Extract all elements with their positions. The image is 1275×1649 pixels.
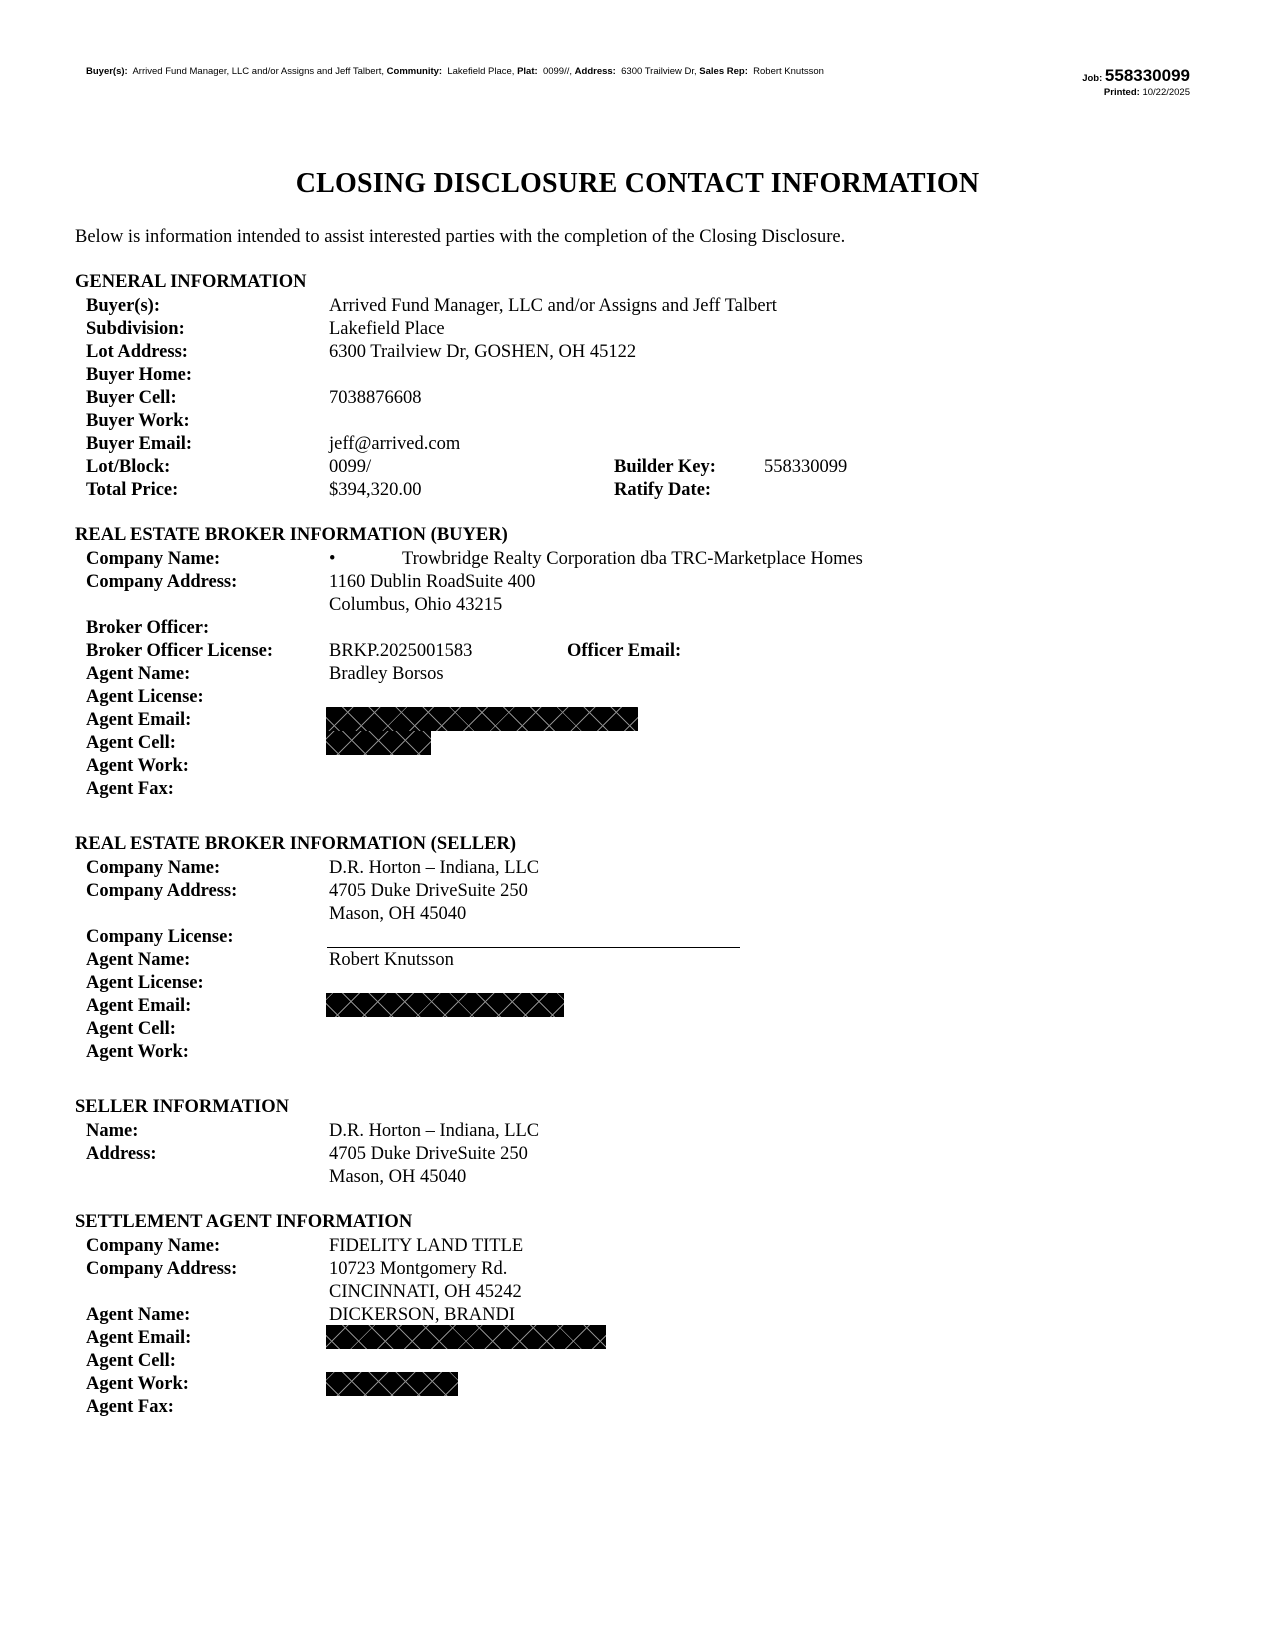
printed-label: Printed: [1103, 87, 1140, 98]
lot-address-value: 6300 Trailview Dr, GOSHEN, OH 45122 [329, 342, 637, 362]
buyer-agent-name-value: Bradley Borsos [329, 664, 444, 684]
seller-broker-company-name-label: Company Name: [86, 858, 221, 878]
page-header [86, 66, 824, 77]
buyer-agent-work-label: Agent Work: [86, 756, 189, 776]
seller-address-line2: Mason, OH 45040 [329, 1167, 467, 1187]
header-sales-rep-label: Sales Rep: [699, 66, 748, 77]
page-title: CLOSING DISCLOSURE CONTACT INFORMATION [295, 168, 980, 199]
subdivision-value: Lakefield Place [329, 319, 445, 339]
seller-agent-email-label: Agent Email: [86, 996, 192, 1016]
buyer-agent-cell-label: Agent Cell: [86, 733, 176, 753]
seller-broker-address-line2: Mason, OH 45040 [329, 904, 467, 924]
company-license-line [327, 947, 740, 948]
buyer-email-value: jeff@arrived.com [329, 434, 461, 454]
buyer-cell-value: 7038876608 [329, 388, 422, 408]
settlement-agent-work-label: Agent Work: [86, 1374, 189, 1394]
settlement-company-name-label: Company Name: [86, 1236, 221, 1256]
settlement-agent-cell-label: Agent Cell: [86, 1351, 176, 1371]
header-community-value: Lakefield Place, [447, 66, 515, 77]
header-community-label: Community: [386, 66, 443, 77]
buyer-work-label: Buyer Work: [86, 411, 190, 431]
printed-date: 10/22/2025 [1142, 87, 1190, 98]
buyer-broker-company-name-label: Company Name: [86, 549, 221, 569]
lot-block-value: 0099/ [329, 457, 372, 477]
buyer-agent-name-label: Agent Name: [86, 664, 191, 684]
buyer-cell-label: Buyer Cell: [86, 388, 177, 408]
job-info [1082, 66, 1190, 98]
seller-address-label: Address: [86, 1144, 157, 1164]
settlement-agent-email-label: Agent Email: [86, 1328, 192, 1348]
seller-agent-cell-label: Agent Cell: [86, 1019, 176, 1039]
seller-name-label: Name: [86, 1121, 139, 1141]
broker-officer-license-value: BRKP.2025001583 [329, 641, 473, 661]
settlement-agent-name-value: DICKERSON, BRANDI [329, 1305, 516, 1325]
buyers-value: Arrived Fund Manager, LLC and/or Assigns and Jeff Talbert [329, 296, 777, 316]
settlement-company-address-label: Company Address: [86, 1259, 238, 1279]
broker-officer-license-label: Broker Officer License: [86, 641, 274, 661]
seller-agent-name-label: Agent Name: [86, 950, 191, 970]
redaction-buyer-agent-cell [326, 731, 431, 755]
builder-key-label: Builder Key: [614, 457, 716, 477]
redaction-buyer-agent-email [326, 707, 638, 731]
buyer-broker-company-address-label: Company Address: [86, 572, 238, 592]
header-address-label: Address: [574, 66, 616, 77]
buyer-agent-license-label: Agent License: [86, 687, 204, 707]
header-sales-rep-value: Robert Knutsson [753, 66, 824, 77]
settlement-agent-name-label: Agent Name: [86, 1305, 191, 1325]
buyer-broker-address-line2: Columbus, Ohio 43215 [329, 595, 503, 615]
builder-key-value: 558330099 [764, 457, 848, 477]
buyer-email-label: Buyer Email: [86, 434, 193, 454]
job-number: 558330099 [1104, 66, 1190, 85]
buyer-agent-email-label: Agent Email: [86, 710, 192, 730]
total-price-value: $394,320.00 [329, 480, 422, 500]
subdivision-label: Subdivision: [86, 319, 185, 339]
buyer-broker-company-name: Trowbridge Realty Corporation dba TRC-Marketplace Homes [402, 549, 863, 569]
total-price-label: Total Price: [86, 480, 179, 500]
company-license-label: Company License: [86, 927, 234, 947]
header-address-value: 6300 Trailview Dr, [621, 66, 697, 77]
seller-address-line1: 4705 Duke DriveSuite 250 [329, 1144, 528, 1164]
header-plat-value: 0099//, [542, 66, 573, 77]
header-buyers-value: Arrived Fund Manager, LLC and/or Assigns and Jeff Talbert, [132, 66, 385, 77]
settlement-address-line2: CINCINNATI, OH 45242 [329, 1282, 522, 1302]
settlement-address-line1: 10723 Montgomery Rd. [329, 1259, 508, 1279]
lot-address-label: Lot Address: [86, 342, 188, 362]
redaction-settlement-agent-email [326, 1325, 606, 1349]
broker-officer-label: Broker Officer: [86, 618, 210, 638]
seller-broker-company-address-label: Company Address: [86, 881, 238, 901]
seller-heading: SELLER INFORMATION [75, 1097, 289, 1117]
officer-email-label: Officer Email: [567, 641, 682, 661]
header-buyers-label: Buyer(s): [86, 66, 128, 77]
redaction-seller-agent-email [326, 993, 564, 1017]
redaction-settlement-agent-work [326, 1372, 458, 1396]
settlement-agent-fax-label: Agent Fax: [86, 1397, 174, 1417]
seller-agent-name-value: Robert Knutsson [329, 950, 454, 970]
seller-broker-heading: REAL ESTATE BROKER INFORMATION (SELLER) [75, 834, 516, 854]
buyer-broker-heading: REAL ESTATE BROKER INFORMATION (BUYER) [75, 525, 508, 545]
buyer-agent-fax-label: Agent Fax: [86, 779, 174, 799]
seller-broker-company-name: D.R. Horton – Indiana, LLC [329, 858, 540, 878]
settlement-company-name: FIDELITY LAND TITLE [329, 1236, 524, 1256]
ratify-date-label: Ratify Date: [614, 480, 712, 500]
settlement-heading: SETTLEMENT AGENT INFORMATION [75, 1212, 413, 1232]
lot-block-label: Lot/Block: [86, 457, 171, 477]
buyer-home-label: Buyer Home: [86, 365, 193, 385]
seller-agent-license-label: Agent License: [86, 973, 204, 993]
seller-name-value: D.R. Horton – Indiana, LLC [329, 1121, 540, 1141]
bullet-icon: • [329, 549, 336, 569]
intro-text: Below is information intended to assist interested parties with the completion of the Closing Disclosure. [75, 227, 846, 247]
job-label: Job: [1082, 73, 1103, 84]
buyer-broker-address-line1: 1160 Dublin RoadSuite 400 [329, 572, 536, 592]
general-heading: GENERAL INFORMATION [75, 272, 307, 292]
buyers-label: Buyer(s): [86, 296, 160, 316]
seller-agent-work-label: Agent Work: [86, 1042, 189, 1062]
header-plat-label: Plat: [517, 66, 538, 77]
seller-broker-address-line1: 4705 Duke DriveSuite 250 [329, 881, 528, 901]
